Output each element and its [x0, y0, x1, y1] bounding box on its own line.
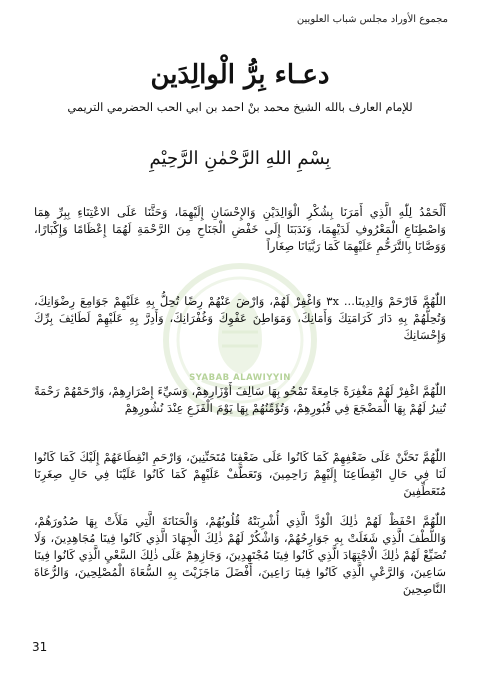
paragraph-4: اللّٰهُمَّ تَحَنَّنْ عَلَى ضَعْفِهِمْ كَمَا كَانُوا عَلَى ضَعْفِنَا مُتَحَنِّنِينَ، وَارْحَمِ انْقِطَاعَهُمْ إِلَيْكَ كَمَا كَانُوا لَنَا فِي حَالِ انْقِطَاعِنَا إِلَيْهِمْ رَاحِمِينَ، وَتَعَطَّفْ عَلَيْهِمْ كَمَا كَانُوا عَلَيْنَا فِي حَالِ صِغَرِنَا مُتَعَطِّفِينَ: [34, 450, 446, 498]
page-number: 31: [32, 640, 48, 654]
watermark-text: SYABAB ALAWIYYIN: [189, 373, 291, 383]
paragraph-5: اللّٰهُمَّ احْفَظْ لَهُمْ ذٰلِكَ الْوُدَّ الَّذِي أُشْرِبَتْهُ قُلُوبُهُمْ، وَالْحَنَانَةَ الَّتِي مَلَأَتْ بِهَا صُدُورَهُمْ، وَاللُّطْفَ الَّذِي شَغَلَتْ بِهِ جَوَارِحُهُمْ، وَاشْكُرْ لَهُمْ ذٰلِكَ الْجِهَادَ الَّذِي كَانُوا فِينَا مُجَاهِدِينَ، وَلَا تُضَيِّعْ لَهُمْ ذٰلِكَ الْاجْتِهَادَ الَّذِي كَانُوا فِينَا مُجْتَهِدِينَ، وَجَازِهِمْ عَلَى ذٰلِكَ السَّعْيِ الَّذِي كَانُوا فِينَا سَاعِينَ، وَالرَّعْيِ الَّذِي كَانُوا فِينَا رَاعِينَ، أَفْضَلَ مَاجَزَيْتَ بِهِ السُّعَاةَ الْمُصْلِحِينَ، وَالرُّعَاةَ النَّاصِحِينَ: [34, 514, 446, 596]
paragraph-3: اللّٰهُمَّ اغْفِرْ لَهُمْ مَغْفِرَةً جَامِعَةً تَمْحُو بِهَا سَالِفَ أَوْزَارِهِمْ، وَسَيِّءَ إِصْرَارِهِمْ، وَارْحَمْهُمْ رَحْمَةً تُنِيرُ لَهُمْ بِهَا الْمَضْجَعَ فِي قُبُورِهِمْ، وَتُؤَمِّنُهُمْ بِهَا يَوْمَ الْفَزَعِ عِنْدَ نُشُورِهِمْ: [34, 384, 446, 415]
basmala: بِسْمِ اللهِ الرَّحْمٰنِ الرَّحِيْمِ: [149, 148, 331, 169]
page-title: دعـاء بِرُّ الْوالِدَين: [150, 60, 330, 90]
running-header: مجموع الأوراد مجلس شباب العلويين: [296, 14, 448, 25]
author-subtitle: للإمام العارف بالله الشيخ محمد بنْ احمد بن ابي الحب الحضرمي التريمي: [67, 100, 413, 114]
paragraph-2: اللّٰهُمَّ فَارْحَمْ وَالِدِينَا... ٣x وَاغْفِرْ لَهُمْ، وَارْضَ عَنْهُمْ رِضًا تُحِلُّ بِهِ عَلَيْهِمْ جَوَامِعَ رِضْوَانِكَ، وَتُحِلُّهُمْ بِهِ دَارَ كَرَامَتِكَ وَأَمَانِكَ، وَمَوَاطِنَ عَفْوِكَ وَغُفْرَانِكَ، وَأَدِرَّ بِهِ عَلَيْهِمْ لَطَائِفَ بِرِّكَ وَإِحْسَانِكَ: [34, 294, 446, 342]
paragraph-1: أَلْحَمْدُ لِلّٰهِ الَّذِي أَمَرَنَا بِشُكْرِ الْوَالِدَيْنِ وَالإِحْسَانِ إِلَيْهِمَا، وَحَثَّنَا عَلَى الاعْتِنَاءِ بِبِرِّ هِمَا وَاصْطِنَاعِ الْمَعْرُوفِ لَدَيْهِمَا، وَنَدَبَنَا إِلَى خَفْضِ الْجَنَاحِ مِنَ الرَّحْمَةِ لَهُمَا إِعْظَامًا وَإِكْبَارًا، وَوَصَّانَا بِالتَّرَحُّمِ عَلَيْهِمَا كَمَا رَبَّيَانَا صِغَاراً: [34, 205, 446, 253]
